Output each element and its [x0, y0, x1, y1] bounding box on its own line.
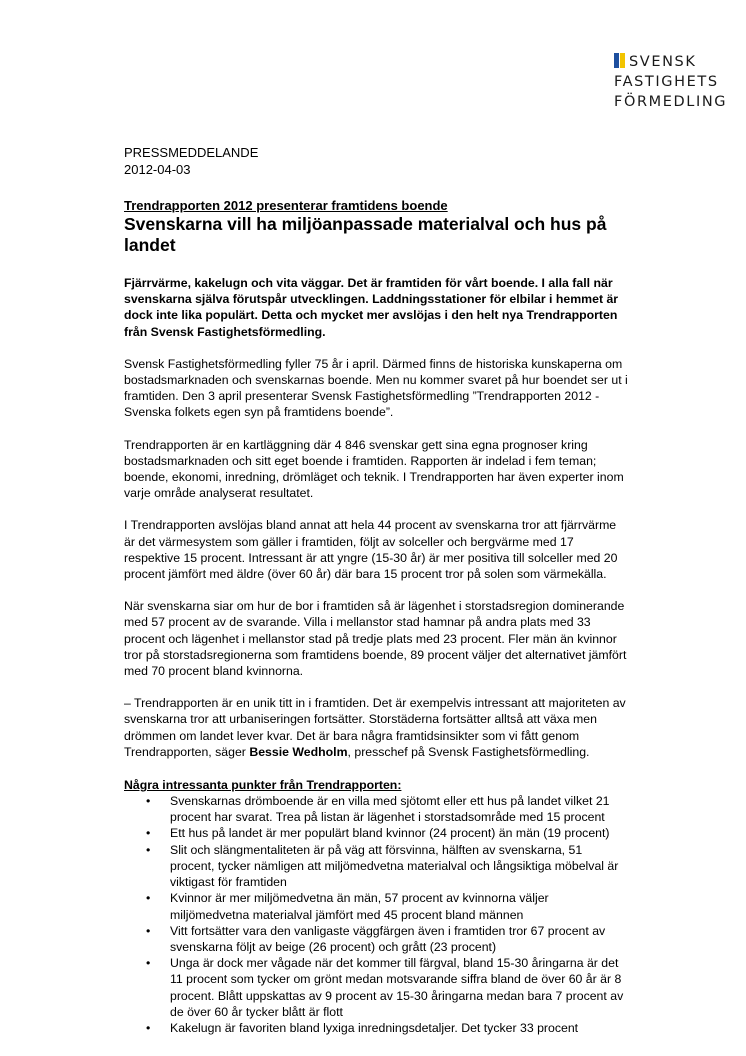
quote-suffix: , presschef på Svensk Fastighetsförmedling. [347, 744, 590, 759]
bullet-icon: • [146, 826, 151, 841]
doc-date: 2012-04-03 [124, 162, 191, 177]
bullet-icon: • [146, 891, 151, 906]
quote-paragraph [124, 695, 630, 760]
logo-line-2: FASTIGHETS [614, 74, 719, 90]
bullet-icon: • [146, 842, 151, 857]
bullet-list [124, 793, 630, 1036]
list-item: • Kvinnor är mer miljömedvetna än män, 57 procent av kvinnorna väljer miljömedvetna materialval jämfört med 45 procent bland männen [146, 891, 549, 922]
paragraph-1: Svensk Fastighetsförmedling fyller 75 år i april. Därmed finns de historiska kunskaperna om bostadsmarknaden och svenskarnas boende. Men nu kommer svaret på hur boendet ser ut i framtiden. Den 3 april presenterar Svensk Fastighetsförmedling ”Trendrapporten 2012 - Svenska folkets egen syn på framtidens boende”. [124, 356, 628, 420]
bullet-icon: • [146, 923, 151, 938]
quote-person-name: Bessie Wedholm [249, 744, 348, 759]
list-item: • Svenskarnas drömboende är en villa med sjötomt eller ett hus på landet vilket 21 procent har svarat. Trea på listan är lägenhet i storstadsområde med 15 procent [146, 794, 610, 825]
list-item: • Kakelugn är favoriten bland lyxiga inredningsdetaljer. Det tycker 33 procent [146, 1020, 579, 1035]
paragraph-4: När svenskarna siar om hur de bor i framtiden så är lägenhet i storstadsregion dominerande med 57 procent av de svarande. Villa i mellanstor stad hamnar på andra plats med 33 procent och lägenhet i mellanstor stad på tredje plats med 23 procent. Fler män än kvinnor tror på storstadsregionerna som framtidens boende, 89 procent väljer det alternativet jämfört med 70 procent bland kvinnorna. [124, 599, 627, 679]
doc-type-label: PRESSMEDDELANDE [124, 145, 259, 160]
article-kicker: Trendrapporten 2012 presenterar framtidens boende [124, 198, 448, 213]
bullet-icon: • [146, 956, 151, 971]
list-item: • Ett hus på landet är mer populärt bland kvinnor (24 procent) än män (19 procent) [146, 826, 610, 841]
paragraph-3: I Trendrapporten avslöjas bland annat att hela 44 procent av svenskarna tror att fjärrvärme är det värmesystem som gäller i framtiden, följt av solceller och bergvärme med 17 respektive 15 procent. Intressant är att yngre (15-30 år) är mer positiva till solceller med 20 procent jämfört med äldre (över 60 år) där bara 15 procent tror på solen som värmekälla. [124, 518, 618, 582]
logo-line-1: SVENSK [614, 52, 724, 72]
bullet-icon: • [146, 794, 151, 809]
company-logo [614, 52, 728, 112]
quote-text: – Trendrapporten är en unik titt in i framtiden. Det är exempelvis intressant att majoriteten av svenskarna tror att urbaniseringen fortsätter. Storstäderna fortsätter alltså att växa men drömmen om landet lever kvar. Det är bara några framtidsinsikter som vi fått genom Trendrapporten, säger [124, 696, 626, 759]
bullet-list-title: Några intressanta punkter från Trendrapporten: [124, 778, 402, 793]
list-item: • Slit och slängmentaliteten är på väg att försvinna, hälften av svenskarna, 51 procent, tycker nämligen att miljömedvetna materialval och långsiktiga möbelval är viktigast för framtiden [146, 842, 619, 890]
article-lead: Fjärrvärme, kakelugn och vita väggar. Det är framtiden för vårt boende. I alla fall när svenskarna själva förutspår utvecklingen. Laddningsstationer för elbilar i hemmet är dock inte lika populärt. Detta och mycket mer avslöjas i den helt nya Trendrapporten från Svensk Fastighetsförmedling. [124, 276, 619, 339]
article-headline: Svenskarna vill ha miljöanpassade materialval och hus på landet [124, 214, 607, 255]
swedish-flag-icon [614, 53, 625, 68]
list-item: • Vitt fortsätter vara den vanligaste väggfärgen även i framtiden tror 67 procent av svenskarna följt av beige (26 procent) och grått (23 procent) [146, 923, 606, 954]
logo-line-3: FÖRMEDLING [614, 94, 728, 110]
list-item: • Unga är dock mer vågade när det kommer till färgval, bland 15-30 åringarna är det 11 procent som tycker om grönt medan motsvarande siffra bland de över 60 år är 8 procent. Blått uppskattas av 9 procent av 15-30 åringarna medan bara 7 procent av de över 60 år tycker blått är flott [146, 956, 624, 1019]
document-body [124, 144, 630, 1036]
bullet-icon: • [146, 1020, 151, 1035]
paragraph-2: Trendrapporten är en kartläggning där 4 846 svenskar gett sina egna prognoser kring bostadsmarknaden och sitt eget boende i framtiden. Rapporten är indelad i fem teman; boende, ekonomi, inredning, drömläget och teknik. I Trendrapporten har även experter inom varje område analyserat resultatet. [124, 437, 624, 501]
